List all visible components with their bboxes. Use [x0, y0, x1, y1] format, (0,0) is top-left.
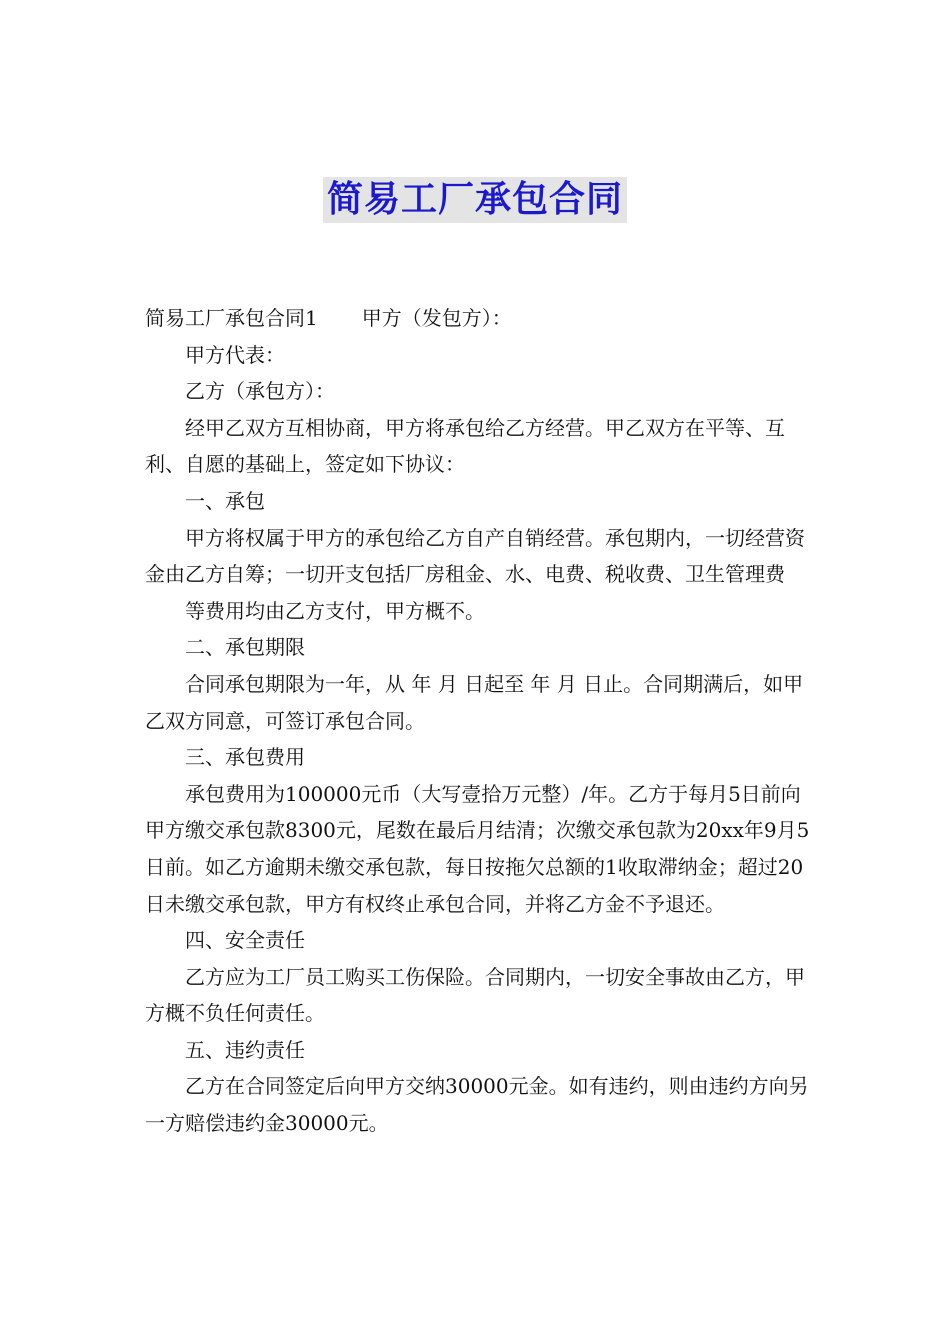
section-1-paragraph-1: 甲方将权属于甲方的承包给乙方自产自销经营。承包期内，一切经营资金由乙方自筹；一切开支包括厂房租金、水、电费、税收费、卫生管理费 — [145, 525, 805, 587]
heading-line — [145, 300, 810, 337]
document-body — [145, 300, 810, 1142]
intro-paragraph: 经甲乙双方互相协商，甲方将承包给乙方经营。甲乙双方在平等、互利、自愿的基础上，签定如下协议： — [145, 415, 785, 477]
section-1-paragraph-2: 等费用均由乙方支付，甲方概不。 — [185, 598, 485, 623]
contract-heading: 简易工厂承包合同1 — [145, 306, 318, 330]
section-5-title: 五、违约责任 — [185, 1037, 305, 1062]
party-b-label: 乙方（承包方）： — [185, 379, 335, 404]
party-a-representative: 甲方代表： — [185, 342, 285, 367]
section-4-paragraph: 乙方应为工厂员工购买工伤保险。合同期内，一切安全事故由乙方，甲方概不负任何责任。 — [145, 964, 805, 1026]
section-2-paragraph: 合同承包期限为一年，从 年 月 日起至 年 月 日止。合同期满后，如甲乙双方同意，可签订承包合同。 — [145, 671, 804, 733]
section-1-title: 一、承包 — [185, 488, 265, 513]
party-a-label: 甲方（发包方）： — [361, 306, 512, 330]
section-4-title: 四、安全责任 — [185, 928, 305, 953]
section-2-title: 二、承包期限 — [185, 635, 305, 660]
document-title: 简易工厂承包合同 — [323, 177, 627, 223]
section-3-title: 三、承包费用 — [185, 745, 305, 770]
title-container — [0, 177, 950, 223]
section-3-paragraph: 承包费用为100000元币（大写壹拾万元整）/年。乙方于每月5日前向甲方缴交承包款8300元，尾数在最后月结清；次缴交承包款为20xx年9月5日前。如乙方逾期未缴交承包款，每日按拖欠总额的1收取滞纳金；超过20日未缴交承包款，甲方有权终止承包合同，并将乙方金不予退还。 — [145, 781, 810, 916]
section-5-paragraph: 乙方在合同签定后向甲方交纳30000元金。如有违约，则由违约方向另一方赔偿违约金30000元。 — [145, 1074, 809, 1136]
